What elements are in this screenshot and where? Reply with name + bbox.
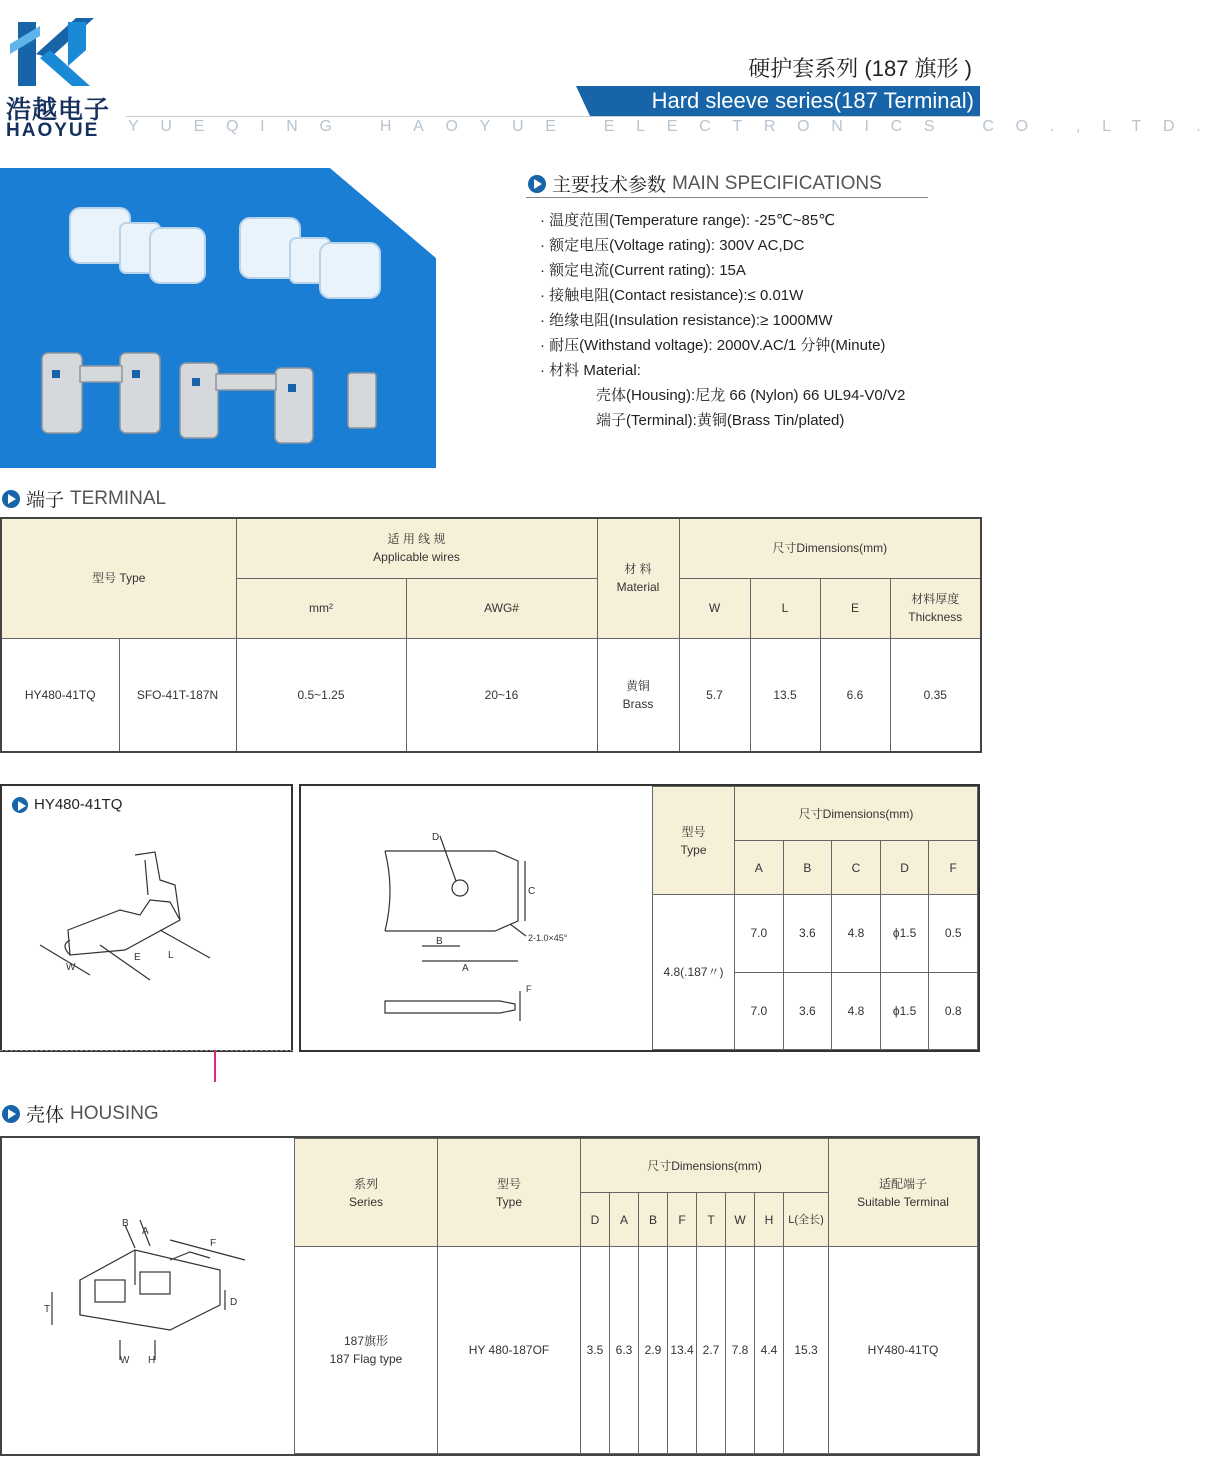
table-cell: 0.5~1.25 bbox=[236, 638, 406, 752]
housing-label-a: A bbox=[142, 1226, 149, 1237]
specs-list bbox=[540, 208, 980, 433]
terminal-title-en: TERMINAL bbox=[70, 487, 167, 509]
col-header: D bbox=[581, 1193, 610, 1247]
housing-label-w: W bbox=[120, 1355, 130, 1366]
table-cell: 黄铜 Brass bbox=[597, 638, 679, 752]
col-header: L(全长) bbox=[784, 1193, 829, 1247]
dimensions-header: 尺寸Dimensions(mm) bbox=[679, 518, 981, 578]
col-header: A bbox=[610, 1193, 639, 1247]
drawing-model: HY480-41TQ bbox=[34, 796, 123, 813]
awg-header: AWG# bbox=[406, 578, 597, 638]
col-header: H bbox=[755, 1193, 784, 1247]
table-cell: SFO-41T-187N bbox=[119, 638, 236, 752]
dim-label-d: D bbox=[432, 832, 440, 843]
spec-item: · 耐压(Withstand voltage): 2000V.AC/1 分钟(Minute) bbox=[540, 337, 886, 354]
dim-label-a: A bbox=[462, 963, 469, 974]
tab-type-cell: 4.8(.187〃) bbox=[653, 895, 735, 1050]
wires-header: 适 用 线 规 Applicable wires bbox=[236, 518, 597, 578]
table-cell: HY 480-187OF bbox=[438, 1247, 581, 1454]
table-cell: ϕ1.5 bbox=[880, 972, 929, 1050]
dim-label-chamfer: 2-1.0×45° bbox=[528, 933, 568, 943]
dim-label-w: W bbox=[66, 962, 76, 973]
specs-title-cn: 主要技术参数 bbox=[552, 175, 667, 196]
play-bullet-icon bbox=[528, 175, 546, 193]
dim-label-b: B bbox=[436, 936, 443, 947]
table-cell: 0.35 bbox=[890, 638, 981, 752]
e-header: E bbox=[820, 578, 890, 638]
page-title-english: Hard sleeve series(187 Terminal) bbox=[651, 88, 974, 113]
specs-heading bbox=[528, 170, 882, 197]
housing-label-b: B bbox=[122, 1218, 129, 1229]
housing-dims-header: 尺寸Dimensions(mm) bbox=[581, 1139, 829, 1193]
housing-label-h: H bbox=[148, 1355, 156, 1366]
play-bullet-icon bbox=[2, 1105, 20, 1123]
housing-sketch bbox=[40, 1210, 260, 1370]
col-header: W bbox=[726, 1193, 755, 1247]
table-cell: 6.3 bbox=[610, 1247, 639, 1454]
table-cell: 13.4 bbox=[668, 1247, 697, 1454]
housing-title-en: HOUSING bbox=[70, 1102, 159, 1124]
play-bullet-icon bbox=[2, 490, 20, 508]
table-cell: 5.7 bbox=[679, 638, 750, 752]
spec-item: · 温度范围(Temperature range): -25℃~85℃ bbox=[540, 212, 836, 229]
w-header: W bbox=[679, 578, 750, 638]
logo-chinese-text: 浩越电子 bbox=[6, 96, 111, 124]
terminal-heading bbox=[2, 485, 166, 512]
housing-label-f: F bbox=[210, 1238, 217, 1249]
table-cell: 4.8 bbox=[832, 895, 881, 973]
table-cell: 2.9 bbox=[639, 1247, 668, 1454]
suitable-header: 适配端子 Suitable Terminal bbox=[829, 1139, 978, 1247]
table-cell: HY480-41TQ bbox=[829, 1247, 978, 1454]
logo-english-text: HAOYUE bbox=[6, 120, 100, 141]
table-cell: 7.8 bbox=[726, 1247, 755, 1454]
series-header: 系列 Series bbox=[295, 1139, 438, 1247]
table-cell: 187旗形 187 Flag type bbox=[295, 1247, 438, 1454]
housing-title-cn: 壳体 bbox=[26, 1105, 65, 1126]
table-cell: 3.6 bbox=[783, 972, 832, 1050]
company-name: YUEQING HAOYUE ELECTRONICS CO.,LTD. bbox=[128, 118, 1222, 135]
tab-dims-header: 尺寸Dimensions(mm) bbox=[735, 787, 978, 841]
col-header: D bbox=[880, 841, 929, 895]
product-photo bbox=[0, 168, 436, 468]
specs-underline bbox=[526, 197, 928, 198]
spec-item: · 额定电压(Voltage rating): 300V AC,DC bbox=[540, 237, 805, 254]
col-header: F bbox=[668, 1193, 697, 1247]
housing-label-t: T bbox=[44, 1304, 51, 1315]
terminal-title-cn: 端子 bbox=[26, 490, 65, 511]
col-header: C bbox=[832, 841, 881, 895]
table-cell: 3.6 bbox=[783, 895, 832, 973]
material-header: 材 料 Material bbox=[597, 518, 679, 638]
page-title-chinese: 硬护套系列 (187 旗形 ) bbox=[748, 56, 972, 81]
haoyue-logo-icon bbox=[10, 14, 98, 90]
thickness-header: 材料厚度 Thickness bbox=[890, 578, 981, 638]
spec-item: · 接触电阻(Contact resistance):≤ 0.01W bbox=[540, 287, 804, 304]
table-cell: 15.3 bbox=[784, 1247, 829, 1454]
l-header: L bbox=[750, 578, 820, 638]
spec-item: · 额定电流(Current rating): 15A bbox=[540, 262, 746, 279]
terminal-type-header: 型号 Type bbox=[1, 518, 236, 638]
dim-label-c: C bbox=[528, 886, 536, 897]
specs-title-en: MAIN SPECIFICATIONS bbox=[672, 172, 882, 194]
tab-sketch bbox=[380, 826, 580, 1026]
tab-type-header: 型号 Type bbox=[653, 787, 735, 895]
col-header: F bbox=[929, 841, 978, 895]
table-cell: 0.5 bbox=[929, 895, 978, 973]
housing-label-d: D bbox=[230, 1297, 238, 1308]
table-cell: 2.7 bbox=[697, 1247, 726, 1454]
col-header: A bbox=[735, 841, 784, 895]
drawing-model-heading bbox=[12, 796, 122, 813]
spec-sub-item: 壳体(Housing):尼龙 66 (Nylon) 66 UL94-V0/V2 bbox=[596, 387, 906, 404]
dashed-divider bbox=[0, 1050, 293, 1051]
play-bullet-icon bbox=[12, 797, 28, 813]
terminal-sketch bbox=[30, 840, 270, 990]
col-header: T bbox=[697, 1193, 726, 1247]
table-cell: ϕ1.5 bbox=[880, 895, 929, 973]
table-cell: 3.5 bbox=[581, 1247, 610, 1454]
table-cell: 0.8 bbox=[929, 972, 978, 1050]
col-header: B bbox=[783, 841, 832, 895]
spec-item: · 材料 Material: bbox=[540, 362, 641, 379]
spec-item: · 绝缘电阻(Insulation resistance):≥ 1000MW bbox=[540, 312, 833, 329]
table-cell: 13.5 bbox=[750, 638, 820, 752]
mm2-header: mm² bbox=[236, 578, 406, 638]
table-cell: 7.0 bbox=[735, 895, 784, 973]
spec-sub-item: 端子(Terminal):黄铜(Brass Tin/plated) bbox=[596, 412, 845, 429]
header-divider bbox=[126, 116, 980, 117]
dim-label-l: L bbox=[168, 950, 174, 961]
dim-label-e: E bbox=[134, 952, 141, 963]
housing-type-header: 型号 Type bbox=[438, 1139, 581, 1247]
accent-mark bbox=[214, 1050, 216, 1082]
housing-table bbox=[294, 1138, 978, 1454]
housing-heading bbox=[2, 1100, 159, 1127]
table-cell: HY480-41TQ bbox=[1, 638, 119, 752]
table-cell: 7.0 bbox=[735, 972, 784, 1050]
table-cell: 4.8 bbox=[832, 972, 881, 1050]
table-cell: 20~16 bbox=[406, 638, 597, 752]
tab-dimensions-table bbox=[652, 786, 978, 1050]
dim-label-f: F bbox=[526, 984, 532, 994]
col-header: B bbox=[639, 1193, 668, 1247]
terminal-table bbox=[0, 517, 982, 753]
table-cell: 6.6 bbox=[820, 638, 890, 752]
table-cell: 4.4 bbox=[755, 1247, 784, 1454]
